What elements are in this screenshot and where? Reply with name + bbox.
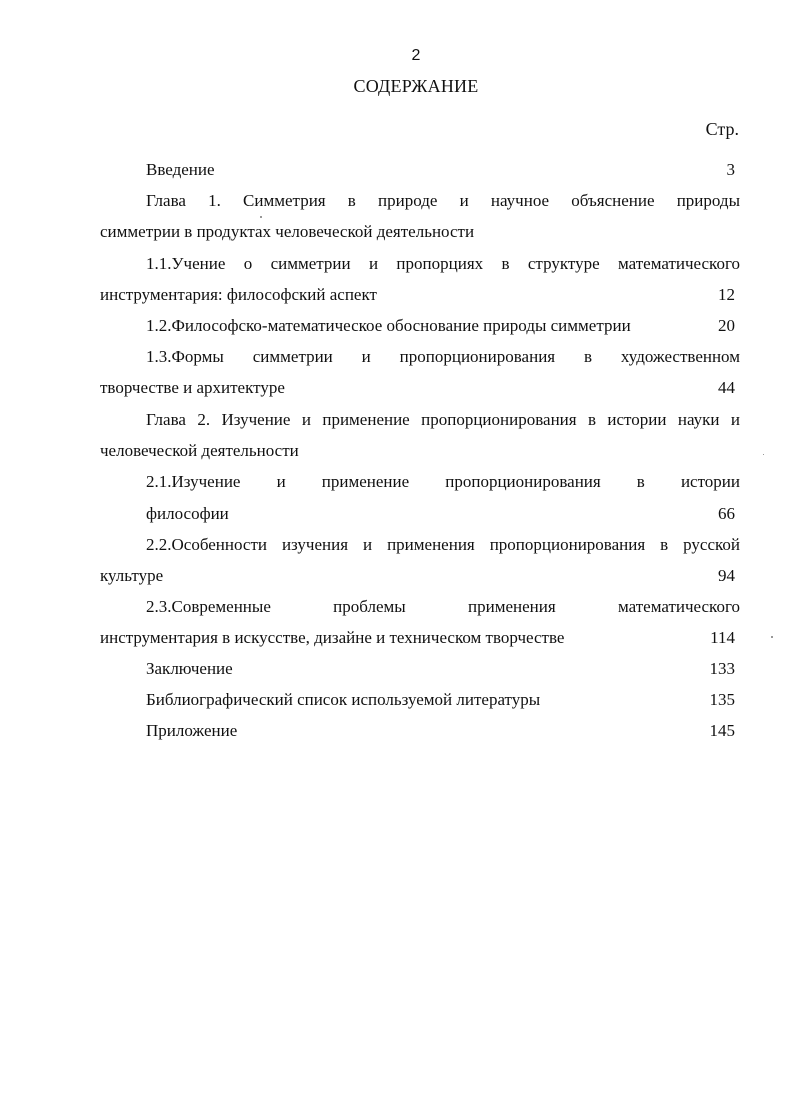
toc-entry-text: Введение [146,160,215,179]
toc-entry-text: Заключение [146,659,233,678]
toc-entry-text-line-2: инструментария: философский аспект [100,285,377,304]
toc-entry-text-line-1: 2.3.Современные проблемы применения математического [146,597,740,616]
toc-entry-page: 20 [718,316,735,335]
toc-entry-text-line-2: культуре [100,566,164,585]
toc-entry-page: 44 [718,378,735,397]
pages-column-header: Стр. [705,119,739,139]
scan-speck [771,636,773,638]
toc-entry-page: 12 [718,285,735,304]
toc-entry-page: 145 [709,721,735,740]
toc-entry-page: 133 [709,659,735,678]
toc-entry-text-line-1: Глава 2. Изучение и применение пропорционирования в истории науки и [146,410,740,429]
toc-entry-text-line-2: творчестве и архитектуре [100,378,285,397]
toc-entry-page: 94 [718,566,735,585]
toc-entry-text: Библиографический список используемой литературы [146,690,541,709]
scan-speck [260,216,262,218]
toc-entry-text-line-1: 1.1.Учение о симметрии и пропорциях в структуре математического [146,254,740,273]
toc-entry-text-line-2: человеческой деятельности [100,441,299,460]
toc-entry-text-line-1: 1.3.Формы симметрии и пропорционирования в художественном [146,347,740,366]
toc-entry-text-line-2: симметрии в продуктах человеческой деятельности [100,222,475,241]
toc-entry-page: 114 [710,628,735,647]
toc-entry-page: 3 [726,160,735,179]
toc-title: СОДЕРЖАНИЕ [353,76,479,96]
page-number: 2 [411,47,421,64]
toc-entry-text-line-1: 2.1.Изучение и применение пропорционирования в истории [146,472,740,491]
toc-entry-page: 66 [718,504,735,523]
toc-entry-text-line-1: 2.2.Особенности изучения и применения пропорционирования в русской [146,535,740,554]
toc-entry-text-line-1: Глава 1. Симметрия в природе и научное объяснение природы [146,191,740,210]
toc-entry-text: 1.2.Философско-математическое обоснование природы симметрии [146,316,631,335]
scan-speck [763,454,764,455]
toc-entry-text-line-2: инструментария в искусстве, дизайне и техническом творчестве [100,628,565,647]
toc-entry-text: Приложение [146,721,238,740]
toc-entry-page: 135 [709,690,735,709]
toc-entry-text-line-2: философии [146,504,229,523]
